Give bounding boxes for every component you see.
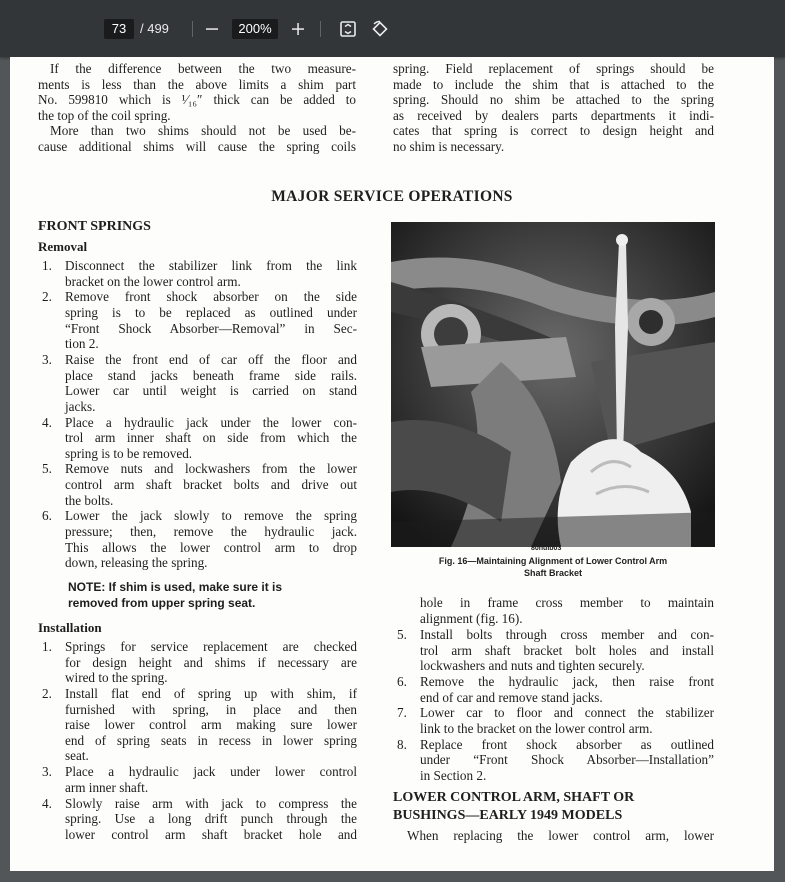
- text-line: Place a hydraulic jack under the lower con-: [65, 414, 357, 430]
- text-line: Lower car to floor and connect the stabilizer: [420, 705, 714, 721]
- text-line: for design height and shims if necessary are: [65, 654, 357, 670]
- toolbar-divider: [320, 21, 321, 37]
- list-item: [38, 289, 357, 351]
- figure-id: 80huib03: [531, 545, 562, 552]
- list-item: [393, 674, 714, 705]
- list-item: [38, 796, 357, 843]
- front-springs-heading: FRONT SPRINGS: [38, 219, 151, 234]
- text-line: control arm shaft bracket bolts and drive out: [65, 477, 357, 493]
- text-line: cause additional shims will cause the spring coils: [38, 138, 356, 154]
- text-line: More than two shims should not be used be-: [50, 123, 356, 139]
- text-line: as received by dealers parts departments it indi-: [393, 107, 714, 123]
- text-line: LOWER CONTROL ARM, SHAFT OR: [393, 790, 635, 805]
- text-line: spring. Use a long drift punch through the: [65, 811, 357, 827]
- pdf-toolbar: [0, 0, 785, 57]
- step-number: 6.: [42, 508, 52, 524]
- step-number: 8.: [397, 736, 407, 752]
- list-item: [38, 461, 357, 508]
- step-number: 4.: [42, 795, 52, 811]
- step-number: 5.: [397, 627, 407, 642]
- major-section-heading: MAJOR SERVICE OPERATIONS: [271, 188, 513, 205]
- text-line: “Front Shock Absorber—Removal” in Sec-: [65, 320, 357, 336]
- list-item: [38, 508, 357, 570]
- step-number: 2.: [42, 685, 52, 701]
- step-number: 5.: [42, 461, 52, 477]
- text-line: the bolts.: [65, 492, 114, 508]
- text-line: spring. Should no shim be attached to the spring: [393, 92, 714, 108]
- text-line: Slowly raise arm with jack to compress the: [65, 795, 357, 811]
- removal-steps: [38, 258, 357, 571]
- text-line: Lower car until weight is carried on stand: [65, 383, 357, 399]
- top-left-paragraph: [38, 61, 356, 155]
- list-item: [393, 705, 714, 736]
- list-item: [38, 352, 357, 414]
- text-line: Lower the jack slowly to remove the spring: [65, 508, 357, 524]
- text-line: Springs for service replacement are checked: [65, 639, 357, 654]
- page-total: / 499: [140, 21, 169, 36]
- text-line: Fig. 16—Maintaining Alignment of Lower Control Arm: [438, 556, 668, 566]
- lower-control-arm-text: [407, 828, 714, 844]
- figure-caption: [404, 556, 702, 579]
- zoom-level-input[interactable]: 200%: [232, 19, 278, 39]
- pdf-page: [10, 57, 774, 871]
- text-line: pressure; then, remove the hydraulic jack.: [65, 524, 357, 540]
- list-item: [393, 737, 714, 784]
- text-line: When replacing the lower control arm, lower: [407, 828, 714, 843]
- text-line: lower control arm shaft bracket hole and: [65, 826, 357, 842]
- rotate-button[interactable]: [368, 17, 392, 41]
- installation-heading: Installation: [38, 620, 102, 635]
- text-line: link to the bracket on the lower control arm.: [420, 720, 653, 736]
- text-line: end of spring seats in recess in lower spring: [65, 732, 357, 748]
- minus-icon: [205, 22, 219, 36]
- text-line: Remove the hydraulic jack, then raise front: [420, 673, 714, 689]
- text-line: seat.: [65, 748, 89, 764]
- text-line: tion 2.: [65, 336, 99, 352]
- text-line: Replace front shock absorber as outlined: [420, 736, 714, 752]
- text-line: no shim is necessary.: [393, 138, 505, 154]
- text-line: the top of the coil spring.: [38, 107, 171, 123]
- text-line: in Section 2.: [420, 767, 487, 783]
- list-item: [38, 258, 357, 289]
- text-line: arm inner shaft.: [65, 779, 149, 795]
- text-line: Raise the front end of car off the floor and: [65, 351, 357, 367]
- list-item: [38, 686, 357, 764]
- zoom-in-button[interactable]: [286, 17, 310, 41]
- text-line: removed from upper spring seat.: [68, 596, 256, 610]
- text-line: Shaft Bracket: [523, 567, 583, 578]
- step-number: 7.: [397, 705, 407, 721]
- text-line: If the difference between the two measure-: [50, 61, 356, 76]
- text-line: alignment (fig. 16).: [420, 610, 523, 626]
- step-number: 2.: [42, 289, 52, 305]
- text-line: trol arm inner shaft on side from which the: [65, 430, 357, 446]
- text-line: Remove front shock absorber on the side: [65, 289, 357, 305]
- text-line: spring is to be removed.: [65, 445, 193, 461]
- step-number: 3.: [42, 351, 52, 367]
- plus-icon: [291, 22, 305, 36]
- toolbar-divider: [192, 21, 193, 37]
- text-line: under “Front Shock Absorber—Installation”: [420, 752, 714, 768]
- list-item: [393, 627, 714, 674]
- text-line: bracket on the lower control arm.: [65, 273, 241, 289]
- text-line: NOTE: If shim is used, make sure it is: [68, 580, 283, 594]
- text-line: This allows the lower control arm to drop: [65, 539, 357, 555]
- step-number: 6.: [397, 673, 407, 689]
- text-line: spring is to be replaced as outlined under: [65, 304, 357, 320]
- step-number: 1.: [42, 639, 52, 654]
- text-line: lockwashers and nuts and tighten securely.: [420, 658, 645, 674]
- removal-heading: Removal: [38, 239, 88, 254]
- fit-page-icon: [339, 20, 357, 38]
- fit-to-page-button[interactable]: [336, 17, 360, 41]
- installation-steps-left: [38, 639, 357, 842]
- text-line: place stand jacks beneath frame side rails.: [65, 367, 357, 383]
- text-line: furnished with spring, in place and then: [65, 701, 357, 717]
- lower-control-arm-heading: [393, 789, 634, 825]
- text-line: Disconnect the stabilizer link from the link: [65, 258, 357, 273]
- installation-continued: [420, 595, 714, 626]
- page-number-input[interactable]: 73: [104, 19, 134, 39]
- text-line: end of car and remove stand jacks.: [420, 689, 603, 705]
- rotate-icon: [371, 20, 389, 38]
- top-right-paragraph: [393, 61, 714, 155]
- installation-steps-right: [393, 627, 714, 784]
- text-line: made to include the shim that is attached to the: [393, 76, 714, 92]
- step-number: 3.: [42, 764, 52, 780]
- text-line: spring. Field replacement of springs should be: [393, 61, 714, 76]
- text-line: jacks.: [65, 398, 96, 414]
- step-number: 1.: [42, 258, 52, 273]
- step-number: 4.: [42, 414, 52, 430]
- control-arm-photo: [391, 222, 715, 547]
- text-line: down, releasing the spring.: [65, 555, 208, 571]
- list-item: [38, 639, 357, 686]
- text-line: Place a hydraulic jack under lower control: [65, 764, 357, 780]
- text-line: No. 599810 which is ¹⁄₁₆″ thick can be added to: [38, 92, 356, 108]
- shim-note: [68, 579, 368, 611]
- text-line: Install flat end of spring up with shim, if: [65, 685, 357, 701]
- zoom-out-button[interactable]: [200, 17, 224, 41]
- text-line: ments is less than the above limits a shim part: [38, 76, 356, 92]
- text-line: Install bolts through cross member and con-: [420, 627, 714, 642]
- text-line: wired to the spring.: [65, 670, 168, 686]
- text-line: raise lower control arm making sure lower: [65, 717, 357, 733]
- figure-16-photo: [391, 222, 715, 547]
- list-item: [38, 764, 357, 795]
- list-item: [38, 415, 357, 462]
- text-line: trol arm shaft bracket bolt holes and install: [420, 642, 714, 658]
- text-line: cates that spring is correct to design height and: [393, 123, 714, 139]
- text-line: BUSHINGS—EARLY 1949 MODELS: [393, 808, 623, 823]
- text-line: Remove nuts and lockwashers from the lower: [65, 461, 357, 477]
- text-line: hole in frame cross member to maintain: [420, 595, 714, 610]
